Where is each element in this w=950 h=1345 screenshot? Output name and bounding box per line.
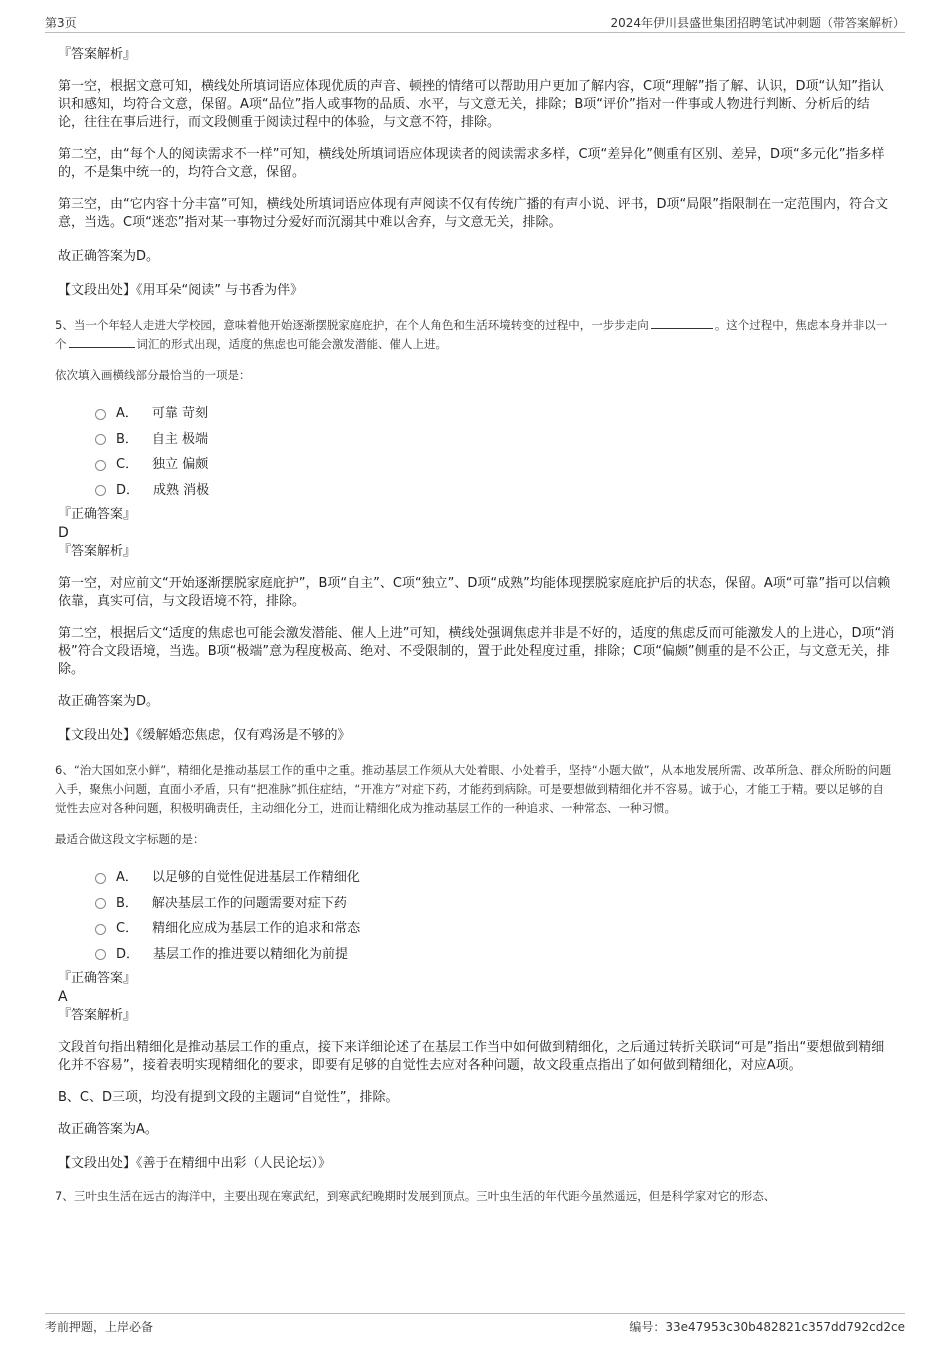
radio-icon[interactable]	[95, 460, 106, 471]
option-b[interactable]: B． 自主 极端	[95, 425, 895, 451]
radio-icon[interactable]	[95, 409, 106, 420]
document-title: 2024年伊川县盛世集团招聘笔试冲刺题（带答案解析）	[610, 16, 905, 30]
analysis-label: 『答案解析』	[58, 1008, 137, 1023]
page-header	[45, 12, 905, 33]
answer-label: 『正确答案』	[58, 971, 137, 986]
analysis-paragraph: 第二空，根据后文“适度的焦虑也可能会激发潜能、催人上进”可知，横线处强调焦虑并非是不好的，适度的焦虑反而可能激发人的上进心，D项“消极”符合文段语境，当选。B项“极端”意为程度极高、绝对、不受限制的，置于此处程度过重，排除；C项“偏颇”侧重的是不公正，与文意无关，排除。	[58, 626, 895, 677]
option-list	[95, 863, 895, 965]
analysis-paragraph: 第三空，由“它内容十分丰富”可知，横线处所填词语应体现有声阅读不仅有传统广播的有声小说、评书，D项“局限”指限制在一定范围内，符合文意，当选。C项“迷恋”指对某一事物过分爱好而沉溺其中难以舍弃，与文意无关，排除。	[58, 197, 888, 230]
fill-blank	[69, 335, 135, 348]
analysis-paragraph: 文段首句指出精细化是推动基层工作的重点，接下来详细论述了在基层工作当中如何做到精细化，之后通过转折关联词“可是”指出“要想做到精细化并不容易”，接着表明实现精细化的要求，即要有足够的自觉性去应对各种问题，故文段重点指出了如何做到精细化，对应A项。	[58, 1040, 885, 1073]
page-content	[55, 45, 895, 1206]
radio-icon[interactable]	[95, 434, 106, 445]
option-list	[95, 399, 895, 501]
correct-answer: D	[58, 525, 69, 541]
page-footer	[45, 1313, 905, 1334]
conclusion: 故正确答案为D。	[58, 249, 160, 264]
option-a[interactable]: A． 以足够的自觉性促进基层工作精细化	[95, 863, 895, 889]
analysis-paragraph: 第一空，对应前文“开始逐渐摆脱家庭庇护”，B项“自主”、C项“独立”、D项“成熟”均能体现摆脱家庭庇护后的状态，保留。A项“可靠”指可以信赖依靠，真实可信，与文段语境不符，排除。	[58, 576, 891, 609]
option-d[interactable]: D． 基层工作的推进要以精细化为前提	[95, 940, 895, 966]
option-b[interactable]: B． 解决基层工作的问题需要对症下药	[95, 889, 895, 915]
question-stem: 5、当一个年轻人走进大学校园，意味着他开始逐渐摆脱家庭庇护，在个人角色和生活环境转变的过程中，一步步走向 。这个过程中，焦虑本身并非以一个 词汇的形式出现，适度的焦虑也可能会激发潜能、催人上进。	[55, 318, 888, 351]
analysis-label: 『答案解析』	[58, 544, 137, 559]
radio-icon[interactable]	[95, 898, 106, 909]
question-prompt: 依次填入画横线部分最恰当的一项是：	[55, 368, 251, 382]
conclusion: 故正确答案为A。	[58, 1122, 158, 1137]
analysis-label: 『答案解析』	[58, 47, 137, 62]
question-stem: 6、“治大国如烹小鲜”，精细化是推动基层工作的重中之重。推动基层工作须从大处着眼、小处着手，坚持“小题大做”，从本地发展所需、改革所急、群众所盼的问题入手，聚焦小问题，直面小矛盾，只有“把准脉”抓住症结，“开准方”对症下药，才能药到病除。可是要想做到精细化并不容易。诚于心，才能工于精。要以足够的自觉性去应对各种问题，积极明确责任，主动细化分工，进而让精细化成为推动基层工作的一种追求、一种常态、一种习惯。	[55, 763, 892, 815]
question-prompt: 最适合做这段文字标题的是：	[55, 832, 205, 846]
source-citation: 【文段出处】《缓解婚恋焦虑，仅有鸡汤是不够的》	[58, 728, 351, 743]
conclusion: 故正确答案为D。	[58, 694, 160, 709]
option-c[interactable]: C． 独立 偏颇	[95, 450, 895, 476]
radio-icon[interactable]	[95, 949, 106, 960]
document-id: 编号：33e47953c30b482821c357dd792cd2ce	[629, 1320, 905, 1334]
source-citation: 【文段出处】《善于在精细中出彩（人民论坛）》	[58, 1156, 332, 1171]
analysis-paragraph: 第二空，由“每个人的阅读需求不一样”可知，横线处所填词语应体现读者的阅读需求多样，C项“差异化”侧重有区别、差异，D项“多元化”指多样的，不是集中统一的，均符合文意，保留。	[58, 147, 885, 180]
radio-icon[interactable]	[95, 485, 106, 496]
source-citation: 【文段出处】《用耳朵“阅读” 与书香为伴》	[58, 283, 304, 298]
fill-blank	[651, 316, 713, 329]
option-a[interactable]: A． 可靠 苛刻	[95, 399, 895, 425]
footer-slogan: 考前押题，上岸必备	[45, 1320, 154, 1334]
correct-answer: A	[58, 989, 68, 1005]
radio-icon[interactable]	[95, 873, 106, 884]
question-stem: 7、三叶虫生活在远古的海洋中，主要出现在寒武纪，到寒武纪晚期时发展到顶点。三叶虫生活的年代距今虽然遥远，但是科学家对它的形态、	[55, 1189, 776, 1203]
option-d[interactable]: D． 成熟 消极	[95, 476, 895, 502]
radio-icon[interactable]	[95, 924, 106, 935]
answer-label: 『正确答案』	[58, 507, 137, 522]
analysis-paragraph: B、C、D三项，均没有提到文段的主题词“自觉性”，排除。	[58, 1090, 399, 1105]
analysis-paragraph: 第一空，根据文意可知，横线处所填词语应体现优质的声音、顿挫的情绪可以帮助用户更加了解内容，C项“理解”指了解、认识，D项“认知”指认识和感知，均符合文意，保留。A项“品位”指人或事物的品质、水平，与文意无关，排除；B项“评价”指对一件事或人物进行判断、分析后的结论，往往在事后进行，而文段侧重于阅读过程中的体验，与文意不符，排除。	[58, 79, 885, 130]
option-c[interactable]: C． 精细化应成为基层工作的追求和常态	[95, 914, 895, 940]
page-number: 第3页	[45, 16, 77, 30]
